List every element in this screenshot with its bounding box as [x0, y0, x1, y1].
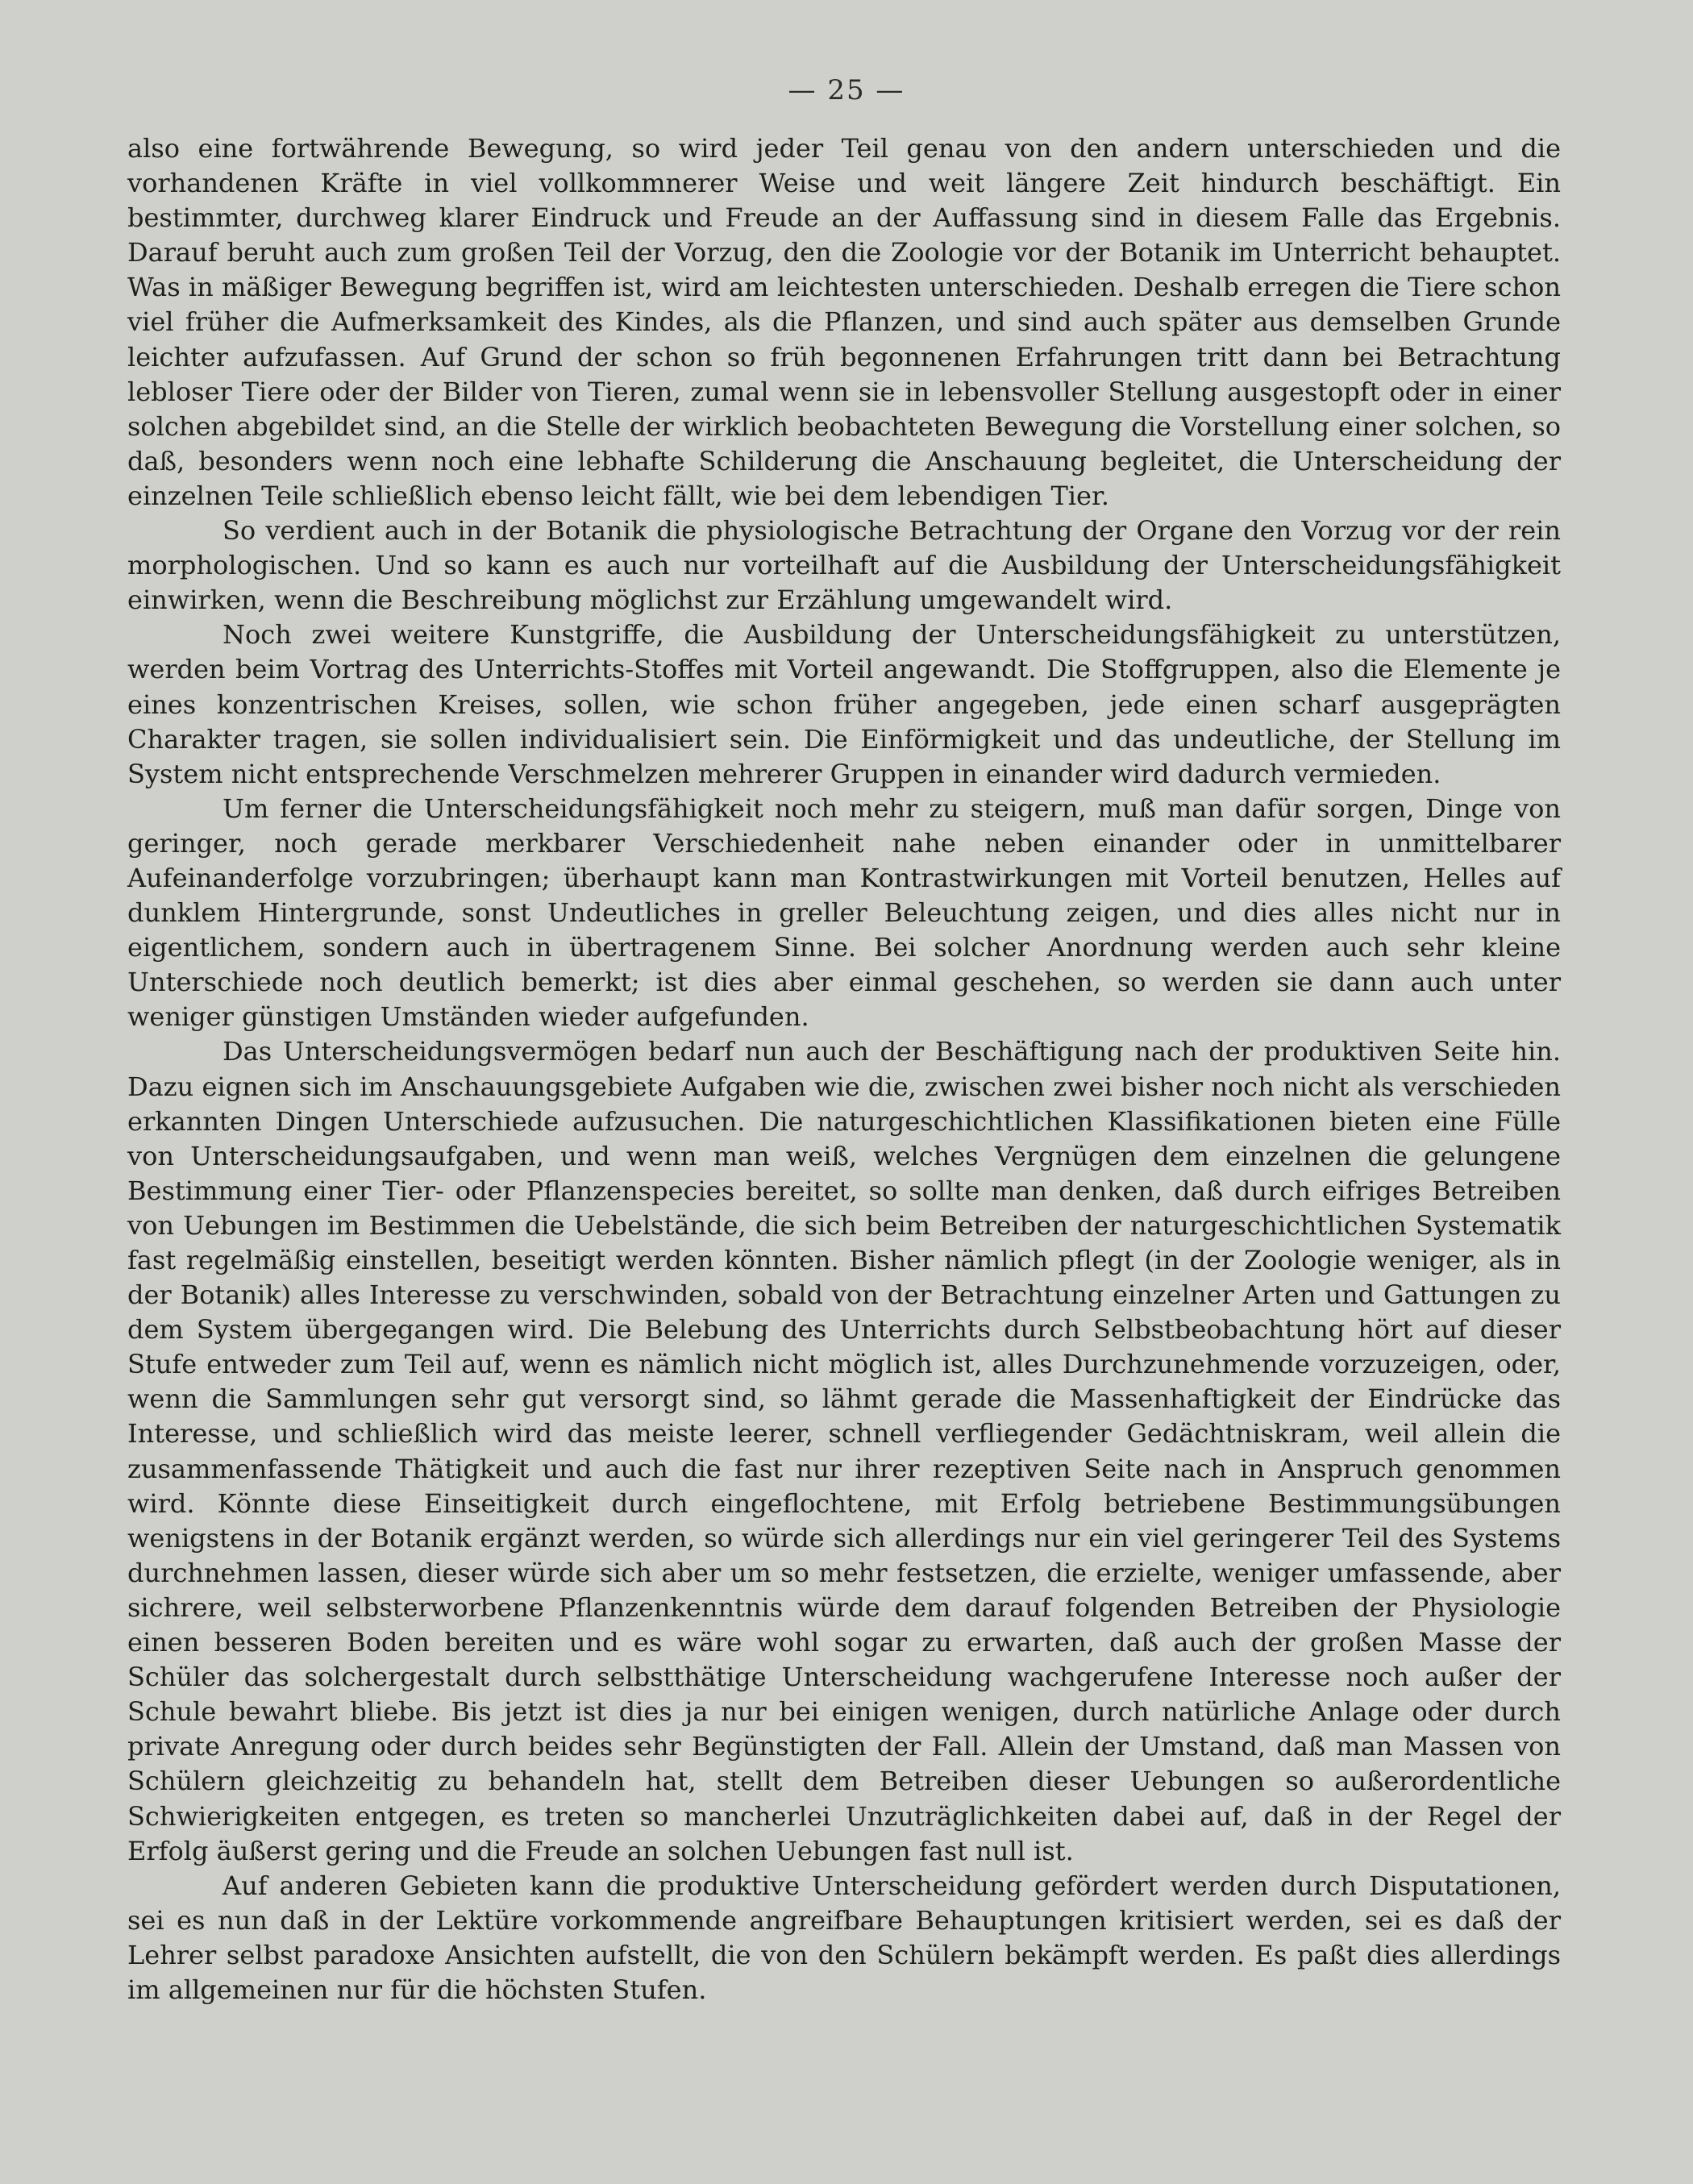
- page-number: — 25 —: [788, 74, 905, 106]
- paragraph: Das Unterscheidungsvermögen bedarf nun auch der Beschäftigung nach der produktiven Seite hin. Dazu eignen sich im Anschauungsgebiete Aufgaben wie die, zwischen zwei bisher noch nicht als verschieden erkannten Dingen Unterschiede aufzusuchen. Die naturgeschichtlichen Klassifikationen bieten eine Fülle von Unterscheidungsaufgaben, und wenn man weiß, welches Vergnügen dem einzelnen die gelungene Bestimmung einer Tier- oder Pflanzenspecies bereitet, so sollte man denken, daß durch eifriges Betreiben von Uebungen im Bestimmen die Uebelstände, die sich beim Betreiben der naturgeschichtlichen Systematik fast regelmäßig einstellen, beseitigt werden könnten. Bisher nämlich pflegt (in der Zoologie weniger, als in der Botanik) alles Interesse zu verschwinden, sobald von der Betrachtung einzelner Arten und Gattungen zu dem System übergegangen wird. Die Belebung des Unterrichts durch Selbstbeobachtung hört auf dieser Stufe entweder zum Teil auf, wenn es nämlich nicht möglich ist, alles Durchzunehmende vorzuzeigen, oder, wenn die Sammlungen sehr gut versorgt sind, so lähmt gerade die Massenhaftigkeit der Eindrücke das Interesse, und schließlich wird das meiste leerer, schnell verfliegender Gedächtniskram, weil allein die zusammenfassende Thätigkeit und auch die fast nur ihrer rezeptiven Seite nach in Anspruch genommen wird. Könnte diese Einseitigkeit durch eingeflochtene, mit Erfolg betriebene Bestimmungsübungen wenigstens in der Botanik ergänzt werden, so würde sich allerdings nur ein viel geringerer Teil des Systems durchnehmen lassen, dieser würde sich aber um so mehr festsetzen, die erzielte, weniger umfassende, aber sichrere, weil selbsterworbene Pflanzenkenntnis würde dem darauf folgenden Betreiben der Physiologie einen besseren Boden bereiten und es wäre wohl sogar zu erwarten, daß auch der großen Masse der Schüler das solchergestalt durch selbstthätige Unterscheidung wachgerufene Interesse noch außer der Schule bewahrt bliebe. Bis jetzt ist dies ja nur bei einigen wenigen, durch natürliche Anlage oder durch private Anregung oder durch beides sehr Begünstigten der Fall. Allein der Umstand, daß man Massen von Schülern gleichzeitig zu behandeln hat, stellt dem Betreiben dieser Uebungen so außerordentliche Schwierigkeiten entgegen, es treten so mancherlei Unzuträglichkeiten dabei auf, daß in der Regel der Erfolg äußerst gering und die Freude an solchen Uebungen fast null ist.: [127, 1036, 1561, 1866]
- paragraph: Noch zwei weitere Kunstgriffe, die Ausbildung der Unterscheidungsfähigkeit zu unterstützen, werden beim Vortrag des Unterrichts-Stoffes mit Vorteil angewandt. Die Stoffgruppen, also die Elemente je eines konzentrischen Kreises, sollen, wie schon früher angegeben, jede einen scharf ausgeprägten Charakter tragen, sie sollen individualisiert sein. Die Einförmigkeit und das undeutliche, der Stellung im System nicht entsprechende Verschmelzen mehrerer Gruppen in einander wird dadurch vermieden.: [127, 619, 1561, 789]
- paragraph: Um ferner die Unterscheidungsfähigkeit noch mehr zu steigern, muß man dafür sorgen, Dinge von geringer, noch gerade merkbarer Verschiedenheit nahe neben einander oder in unmittelbarer Aufeinanderfolge vorzubringen; überhaupt kann man Kontrastwirkungen mit Vorteil benutzen, Helles auf dunklem Hintergrunde, sonst Undeutliches in greller Beleuchtung zeigen, und dies alles nicht nur in eigentlichem, sondern auch in übertragenem Sinne. Bei solcher Anordnung werden auch sehr kleine Unterschiede noch deutlich bemerkt; ist dies aber einmal geschehen, so werden sie dann auch unter weniger günstigen Umständen wieder aufgefunden.: [127, 792, 1561, 1033]
- paragraph: So verdient auch in der Botanik die physiologische Betrachtung der Organe den Vorzug vor der rein morphologischen. Und so kann es auch nur vorteilhaft auf die Ausbildung der Unterscheidungsfähigkeit einwirken, wenn die Beschreibung möglichst zur Erzählung umgewandelt wird.: [127, 515, 1561, 616]
- paragraph: also eine fortwährende Bewegung, so wird jeder Teil genau von den andern unterschieden und die vorhandenen Kräfte in viel vollkommnerer Weise und weit längere Zeit hindurch beschäftigt. Ein bestimmter, durchweg klarer Eindruck und Freude an der Auffassung sind in diesem Falle das Ergebnis. Darauf beruht auch zum großen Teil der Vorzug, den die Zoologie vor der Botanik im Unterricht behauptet. Was in mäßiger Bewegung begriffen ist, wird am leichtesten unterschieden. Deshalb erregen die Tiere schon viel früher die Aufmerksamkeit des Kindes, als die Pflanzen, und sind auch später aus demselben Grunde leichter aufzufassen. Auf Grund der schon so früh begonnenen Erfahrungen tritt dann bei Betrachtung lebloser Tiere oder der Bilder von Tieren, zumal wenn sie in lebensvoller Stellung ausgestopft oder in einer solchen abgebildet sind, an die Stelle der wirklich beobachteten Bewegung die Vorstellung einer solchen, so daß, besonders wenn noch eine lebhafte Schilderung die Anschauung begleitet, die Unterscheidung der einzelnen Teile schließlich ebenso leicht fällt, wie bei dem lebendigen Tier.: [127, 133, 1561, 511]
- paragraph: Auf anderen Gebieten kann die produktive Unterscheidung gefördert werden durch Disputationen, sei es nun daß in der Lektüre vorkommende angreifbare Behauptungen kritisiert werden, sei es daß der Lehrer selbst paradoxe Ansichten aufstellt, die von den Schülern bekämpft werden. Es paßt dies allerdings im allgemeinen nur für die höchsten Stufen.: [127, 1870, 1561, 2005]
- body-text: [127, 131, 1561, 2007]
